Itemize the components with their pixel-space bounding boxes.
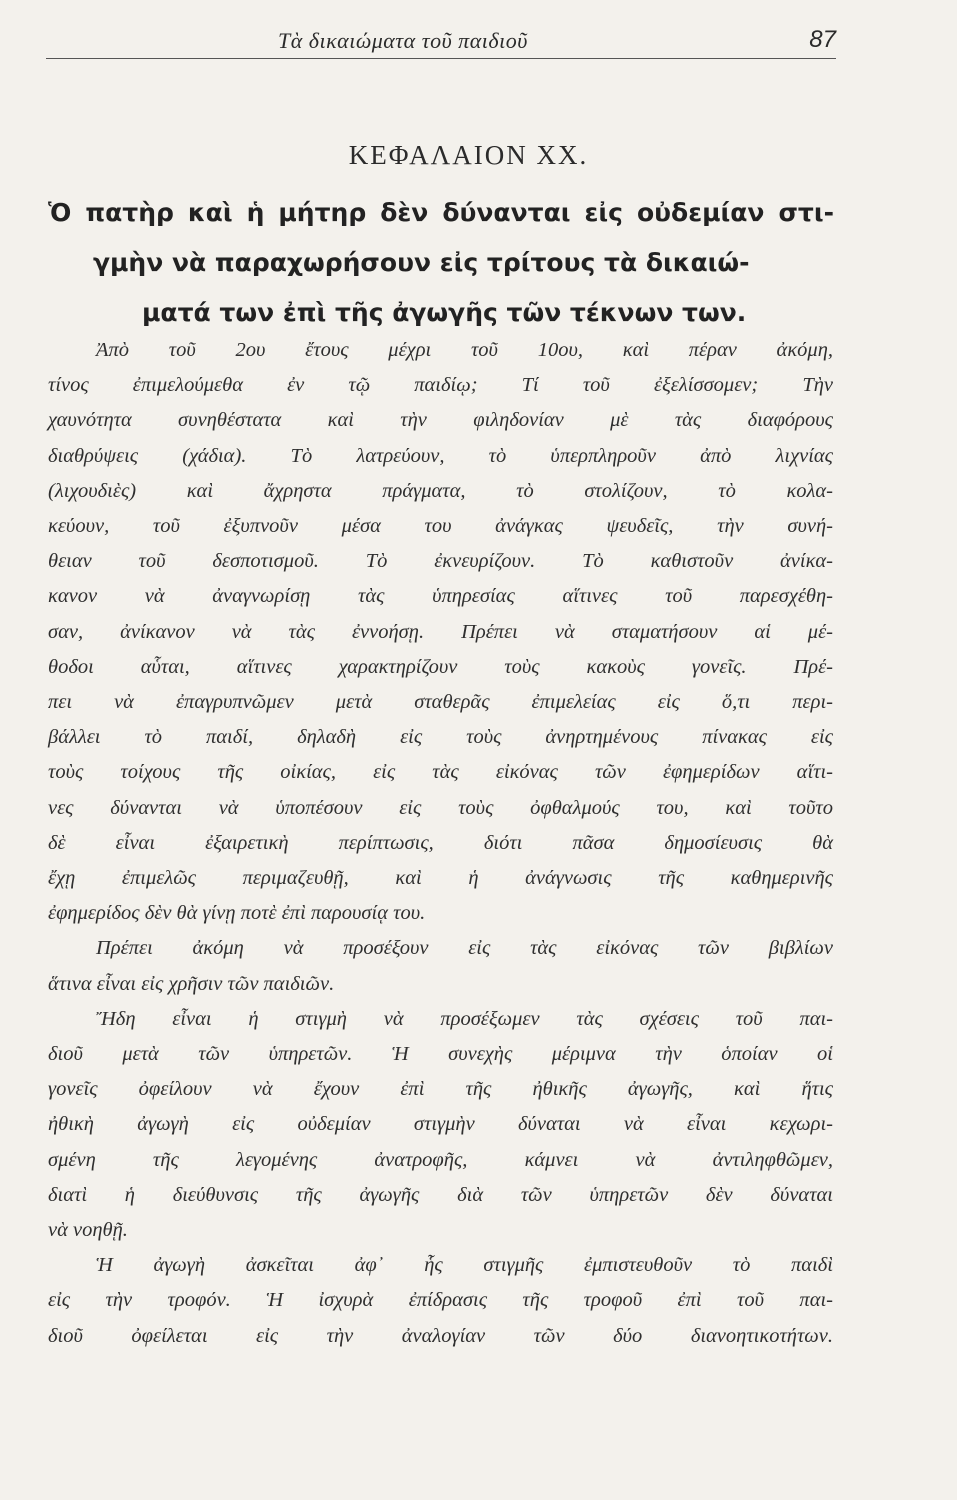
text-line: χαυνότητα συνηθέστατα καὶ τὴν φιληδονίαν μὲ τὰς διαφόρους xyxy=(48,409,833,432)
chapter-title-line: γμὴν νὰ παραχωρήσουν εἰς τρίτους τὰ δικαιώ- xyxy=(93,248,750,277)
text-line: ἐφημερίδος δὲν θὰ γίνῃ ποτὲ ἐπὶ παρουσίᾳ του. xyxy=(48,902,426,925)
chapter-title-line: ματά των ἐπὶ τῆς ἀγωγῆς τῶν τέκνων των. xyxy=(142,298,747,327)
chapter-label: ΚΕΦΑΛΑΙΟΝ ΧΧ. xyxy=(348,140,589,170)
chapter-title-line: Ὁ πατὴρ καὶ ἡ μήτηρ δὲν δύνανται εἰς οὐδεμίαν στι- xyxy=(48,198,834,227)
text-line: θοδοι αὗται, αἵτινες χαρακτηρίζουν τοὺς κακοὺς γονεῖς. Πρέ- xyxy=(48,655,833,678)
text-line: ἠθικὴ ἀγωγὴ εἰς οὐδεμίαν στιγμὴν δύναται νὰ εἶναι κεχωρι- xyxy=(48,1113,833,1136)
paragraph xyxy=(48,333,833,931)
text-line: διοῦ μετὰ τῶν ὑπηρετῶν. Ἡ συνεχὴς μέριμνα τὴν ὁποίαν οἱ xyxy=(48,1043,833,1066)
text-line: θειαν τοῦ δεσποτισμοῦ. Τὸ ἐκνευρίζουν. Τὸ καθιστοῦν ἀνίκα- xyxy=(48,550,833,573)
text-line: ἔχῃ ἐπιμελῶς περιμαζευθῇ, καὶ ἡ ἀνάγνωσις τῆς καθημερινῆς xyxy=(48,867,833,890)
text-line: δὲ εἶναι ἐξαιρετικὴ περίπτωσις, διότι πᾶσα δημοσίευσις θὰ xyxy=(48,831,833,854)
text-line: τίνος ἐπιμελούμεθα ἐν τῷ παιδίῳ; Τί τοῦ ἐξελίσσομεν; Τὴν xyxy=(48,374,833,397)
paragraph xyxy=(48,1002,833,1248)
text-line: εἰς τὴν τροφόν. Ἡ ἰσχυρὰ ἐπίδρασις τῆς τροφοῦ ἐπὶ τοῦ παι- xyxy=(48,1289,833,1312)
text-line: κανον νὰ ἀναγνωρίσῃ τὰς ὑπηρεσίας αἵτινες τοῦ παρεσχέθη- xyxy=(48,585,833,608)
text-line: διατὶ ἡ διεύθυνσις τῆς ἀγωγῆς διὰ τῶν ὑπηρετῶν δὲν δύναται xyxy=(48,1183,833,1206)
text-line: βάλλει τὸ παιδί, δηλαδὴ εἰς τοὺς ἀνηρτημένους πίνακας εἰς xyxy=(48,726,833,749)
text-line: σαν, ἀνίκανον νὰ τὰς ἐννοήσῃ. Πρέπει νὰ σταματήσουν αἱ μέ- xyxy=(48,620,833,643)
running-head xyxy=(46,24,836,59)
body-text xyxy=(48,333,833,1354)
chapter-title xyxy=(48,188,834,338)
text-line: ἅτινα εἶναι εἰς χρῆσιν τῶν παιδιῶν. xyxy=(48,972,335,995)
text-line: Ἡ ἀγωγὴ ἀσκεῖται ἀφ᾿ ἧς στιγμῆς ἐμπιστευθοῦν τὸ παιδὶ xyxy=(96,1254,833,1277)
text-line: διαθρύψεις (χάδια). Τὸ λατρεύουν, τὸ ὑπερπληροῦν ἀπὸ λιχνίας xyxy=(48,444,833,467)
text-line: κεύουν, τοῦ ἐξυπνοῦν μέσα του ἀνάγκας ψευδεῖς, τὴν συνή- xyxy=(48,515,833,538)
paragraph xyxy=(48,1248,833,1354)
running-title: Τὰ δικαιώματα τοῦ παιδιοῦ xyxy=(278,28,528,53)
text-line: σμένη τῆς λεγομένης ἀνατροφῆς, κάμνει νὰ ἀντιληφθῶμεν, xyxy=(48,1148,833,1171)
text-line: νες δύνανται νὰ ὑποπέσουν εἰς τοὺς ὀφθαλμούς του, καὶ τοῦτο xyxy=(48,796,833,819)
page-number: 87 xyxy=(809,26,836,53)
text-line: τοὺς τοίχους τῆς οἰκίας, εἰς τὰς εἰκόνας τῶν ἐφημερίδων αἵτι- xyxy=(48,761,833,784)
text-line: Πρέπει ἀκόμη νὰ προσέξουν εἰς τὰς εἰκόνας τῶν βιβλίων xyxy=(96,937,833,960)
text-line: Ἀπὸ τοῦ 2ου ἔτους μέχρι τοῦ 10ου, καὶ πέραν ἀκόμη, xyxy=(96,339,833,361)
text-line: νὰ νοηθῇ. xyxy=(48,1219,128,1242)
text-line: γονεῖς ὀφείλουν νὰ ἔχουν ἐπὶ τῆς ἠθικῆς ἀγωγῆς, καὶ ἥτις xyxy=(48,1078,833,1101)
paragraph xyxy=(48,931,833,1001)
text-line: (λιχουδιὲς) καὶ ἄχρηστα πράγματα, τὸ στολίζουν, τὸ κολα- xyxy=(48,479,833,502)
text-line: πει νὰ ἐπαγρυπνῶμεν μετὰ σταθερᾶς ἐπιμελείας εἰς ὅ,τι περι- xyxy=(48,691,833,714)
text-line: Ἤδη εἶναι ἡ στιγμὴ νὰ προσέξωμεν τὰς σχέσεις τοῦ παι- xyxy=(96,1007,833,1030)
text-line: διοῦ ὀφείλεται εἰς τὴν ἀναλογίαν τῶν δύο διανοητικοτήτων. xyxy=(48,1324,833,1347)
